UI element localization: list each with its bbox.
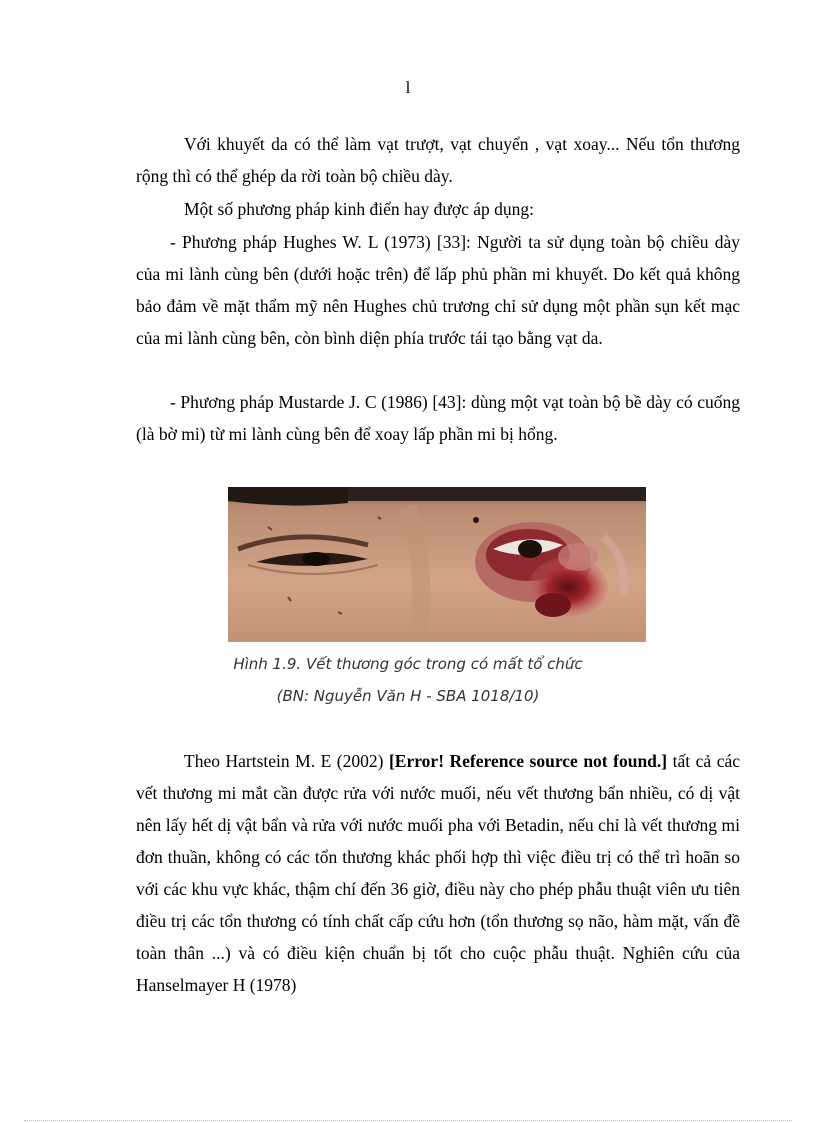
eyelid-wound-photo: [228, 487, 646, 642]
paragraph-methods-heading: Một số phương pháp kinh điển hay được áp dụng:: [184, 199, 535, 219]
paragraph-hartstein: [136, 745, 740, 1001]
paragraph-mustarde-method: - Phương pháp Mustarde J. C (1986) [43]: dùng một vạt toàn bộ bề dày có cuống (là bờ mi) từ mi lành cùng bên để xoay lấp phần mi bị hổng.: [136, 392, 740, 444]
reference-error: [Error! Reference source not found.]: [388, 751, 668, 771]
paragraph-hartstein-lead: Theo Hartstein M. E (2002): [184, 751, 389, 771]
page-bottom-rule: [24, 1120, 792, 1121]
figure-caption-patient: (BN: Nguyễn Văn H - SBA 1018/10): [276, 687, 540, 705]
paragraph-hughes-method: - Phương pháp Hughes W. L (1973) [33]: Người ta sử dụng toàn bộ chiều dày của mi lành cùng bên (dưới hoặc trên) để lấp phủ phần mi khuyết. Do kết quả không bảo đảm về mặt thẩm mỹ nên Hughes chủ trương chỉ sử dụng một phần sụn kết mạc của mi lành cùng bên, còn bình diện phía trước tái tạo bằng vạt da.: [136, 232, 740, 348]
paragraph-flap-intro: Với khuyết da có thể làm vạt trượt, vạt chuyển , vạt xoay... Nếu tổn thương rộng thì có thể ghép da rời toàn bộ chiều dày.: [136, 134, 740, 186]
paragraph-hartstein-body: tất cả các vết thương mi mắt cần được rửa với nước muối, nếu vết thương bẩn nhiều, có dị vật nên lấy hết dị vật bẩn và rửa với nước muối pha với Betadin, nếu chỉ là vết thương mi đơn thuần, không có các tổn thương khác phối hợp thì việc điều trị có thể trì hoãn so với các khu vực khác, thậm chí đến 36 giờ, điều này cho phép phẫu thuật viên ưu tiên điều trị các tổn thương có tính chất cấp cứu hơn (tổn thương sọ não, hàm mặt, vấn đề toàn thân ...) và có điều kiện chuẩn bị tốt cho cuộc phẫu thuật. Nghiên cứu của Hanselmayer H (1978): [136, 751, 740, 995]
figure-caption-title: Hình 1.9. Vết thương góc trong có mất tổ chức: [233, 655, 583, 673]
page-number: l: [405, 78, 411, 97]
